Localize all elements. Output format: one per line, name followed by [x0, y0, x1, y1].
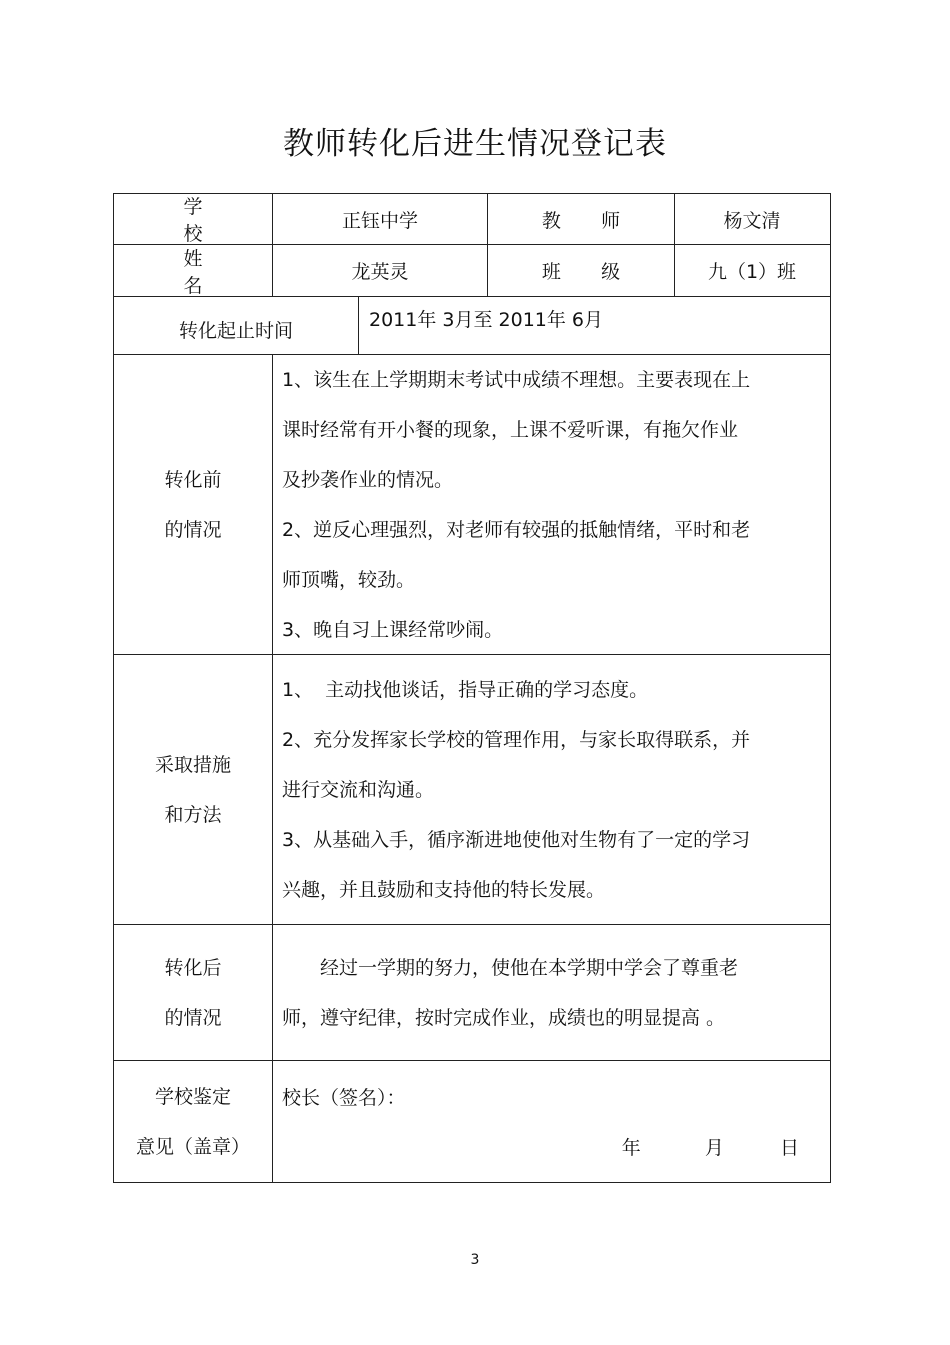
school-value: 正钰中学: [272, 194, 487, 244]
after-content: [272, 925, 829, 1060]
class-value: 九（1）班: [674, 245, 829, 296]
after-line: 经过一学期的努力，使他在本学期中学会了尊重老: [320, 957, 739, 979]
measures-row: [114, 654, 830, 924]
name-label: 姓 名: [183, 247, 233, 297]
measures-line: 进行交流和沟通。: [282, 779, 435, 801]
before-line: 及抄袭作业的情况。: [282, 469, 454, 491]
school-label: 学 校: [183, 196, 233, 245]
before-content: [272, 355, 829, 654]
teacher-label: 教 师: [487, 194, 674, 244]
after-row: [114, 924, 830, 1060]
approval-content: [272, 1061, 829, 1182]
before-label: 转化前 的情况: [164, 468, 222, 541]
after-line: 师，遵守纪律，按时完成作业，成绩也的明显提高 。: [282, 1007, 726, 1029]
approval-row: [114, 1060, 830, 1182]
before-line: 2、逆反心理强烈，对老师有较强的抵触情绪，平时和老: [282, 519, 751, 541]
page-title: 教师转化后进生情况登记表: [283, 126, 667, 162]
name-row: [114, 244, 830, 296]
year-label: 年: [621, 1137, 641, 1159]
period-label: 转化起止时间: [178, 320, 293, 342]
teacher-value: 杨文清: [674, 194, 829, 244]
measures-content: [272, 655, 829, 924]
name-value: 龙英灵: [272, 245, 487, 296]
before-row: [114, 354, 830, 654]
after-label: 转化后 的情况: [164, 956, 222, 1029]
before-line: 课时经常有开小餐的现象，上课不爱听课，有拖欠作业: [282, 419, 739, 441]
measures-line: 2、充分发挥家长学校的管理作用，与家长取得联系，并: [282, 729, 751, 751]
measures-line: 1、 主动找他谈话，指导正确的学习态度。: [282, 679, 649, 701]
page-number: 3: [470, 1252, 480, 1268]
day-label: 日: [779, 1137, 799, 1159]
measures-line: 兴趣，并且鼓励和支持他的特长发展。: [282, 879, 606, 901]
before-line: 1、该生在上学期期末考试中成绩不理想。主要表现在上: [282, 369, 751, 391]
before-line: 师顶嘴，较劲。: [282, 569, 416, 591]
period-row: [114, 296, 830, 354]
date-line: [282, 1123, 799, 1173]
approval-label: 学校鉴定 意见（盖章）: [135, 1085, 250, 1158]
principal-signature-label: 校长（签名）：: [282, 1087, 406, 1109]
measures-line: 3、从基础入手，循序渐进地使他对生物有了一定的学习: [282, 829, 751, 851]
before-line: 3、晚自习上课经常吵闹。: [282, 619, 504, 641]
measures-label: 采取措施 和方法: [154, 753, 231, 826]
class-label: 班 级: [487, 245, 674, 296]
school-row: [114, 194, 830, 244]
registration-form: [113, 193, 831, 1183]
month-label: 月: [704, 1137, 724, 1159]
period-value: 2011年 3月至 2011年 6月: [358, 297, 829, 354]
